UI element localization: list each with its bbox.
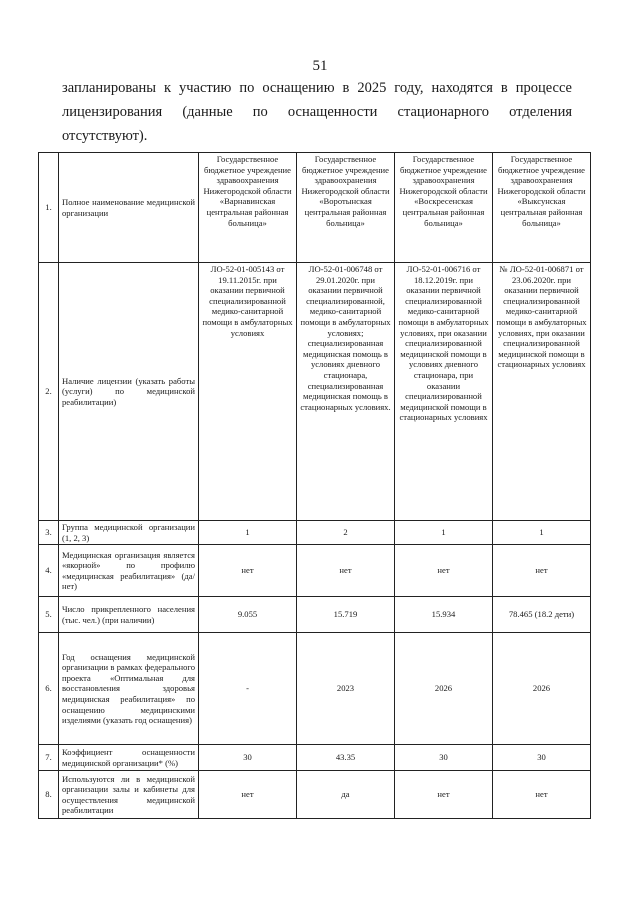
table-row [39, 263, 591, 521]
table-cell: 1 [493, 521, 591, 545]
table-cell: 2026 [395, 633, 493, 745]
table-cell: 30 [395, 745, 493, 771]
row-label: Медицинская организация является «якорной» по профилю «медицинская реабилитация» (да/нет) [59, 545, 199, 597]
table-cell: нет [199, 771, 297, 819]
table-row [39, 771, 591, 819]
table-cell: нет [297, 545, 395, 597]
intro-line-3: отсутствуют). [62, 128, 148, 144]
row-label: Полное наименование медицинской организации [59, 153, 199, 263]
table-cell: 43.35 [297, 745, 395, 771]
table-cell: Государственное бюджетное учреждение здравоохранения Нижегородской области «Выксунская центральная районная больница» [493, 153, 591, 263]
table-row [39, 153, 591, 263]
table-cell: нет [199, 545, 297, 597]
row-number: 3. [39, 521, 59, 545]
row-label: Группа медицинской организации (1, 2, 3) [59, 521, 199, 545]
page-number: 51 [312, 58, 328, 74]
table-cell: 1 [199, 521, 297, 545]
intro-line-1: запланированы к участию по оснащению в 2025 году, находятся в процессе [62, 80, 572, 96]
table-row [39, 597, 591, 633]
row-label: Число прикрепленного населения (тыс. чел.) (при наличии) [59, 597, 199, 633]
row-number: 7. [39, 745, 59, 771]
table-cell: нет [395, 545, 493, 597]
medical-organizations-table [38, 152, 591, 819]
table-cell: 78.465 (18.2 дети) [493, 597, 591, 633]
table-cell: 2026 [493, 633, 591, 745]
row-number: 2. [39, 263, 59, 521]
table-cell: да [297, 771, 395, 819]
table-cell: 2 [297, 521, 395, 545]
table-cell: нет [395, 771, 493, 819]
table-cell: 15.934 [395, 597, 493, 633]
row-label: Год оснащения медицинской организации в рамках федерального проекта «Оптимальная для восстановления здоровья медицинская реабилитация» по оснащению медицинскими изделиями (указать год оснащения) [59, 633, 199, 745]
row-label: Используются ли в медицинской организации залы и кабинеты для осуществления медицинской реабилитации [59, 771, 199, 819]
table-cell: Государственное бюджетное учреждение здравоохранения Нижегородской области «Воскресенская центральная районная больница» [395, 153, 493, 263]
table-cell: 2023 [297, 633, 395, 745]
row-label: Наличие лицензии (указать работы (услуги) по медицинской реабилитации) [59, 263, 199, 521]
table-cell: Государственное бюджетное учреждение здравоохранения Нижегородской области «Воротынская центральная районная больница» [297, 153, 395, 263]
row-number: 5. [39, 597, 59, 633]
table-cell: ЛО-52-01-006716 от 18.12.2019г. при оказании первичной специализированной медико-санитарной помощи в амбулаторных условиях, при оказании специализированной медицинской помощи в условиях дневного стационара, при оказании специализированной медицинской помощи в стационарных условиях [395, 263, 493, 521]
table-cell: 30 [493, 745, 591, 771]
row-number: 8. [39, 771, 59, 819]
table-row [39, 633, 591, 745]
table-cell: 15.719 [297, 597, 395, 633]
table-row [39, 521, 591, 545]
table-cell: ЛО-52-01-005143 от 19.11.2015г. при оказании первичной специализированной медико-санитарной помощи в амбулаторных условиях [199, 263, 297, 521]
table-cell: ЛО-52-01-006748 от 29.01.2020г. при оказании первичной специализированной, медико-санитарной помощи в амбулаторных условиях; специализированная медицинская помощь в условиях дневного стационара, специализированная медицинская помощь в стационарных условиях. [297, 263, 395, 521]
table-row [39, 745, 591, 771]
table-cell: - [199, 633, 297, 745]
row-number: 1. [39, 153, 59, 263]
table-cell: 9.055 [199, 597, 297, 633]
table-cell: Государственное бюджетное учреждение здравоохранения Нижегородской области «Варнавинская центральная районная больница» [199, 153, 297, 263]
table-cell: 30 [199, 745, 297, 771]
table-cell: нет [493, 771, 591, 819]
table-cell: 1 [395, 521, 493, 545]
row-number: 6. [39, 633, 59, 745]
table-cell: нет [493, 545, 591, 597]
table-cell: № ЛО-52-01-006871 от 23.06.2020г. при оказании первичной специализированной медико-санитарной помощи в амбулаторных условиях, при оказании специализированной медицинской помощи в стационарных условиях [493, 263, 591, 521]
intro-paragraph [62, 76, 572, 148]
table-row [39, 545, 591, 597]
intro-line-2: лицензирования (данные по оснащенности стационарного отделения [62, 104, 572, 120]
row-number: 4. [39, 545, 59, 597]
row-label: Коэффициент оснащенности медицинской организации* (%) [59, 745, 199, 771]
